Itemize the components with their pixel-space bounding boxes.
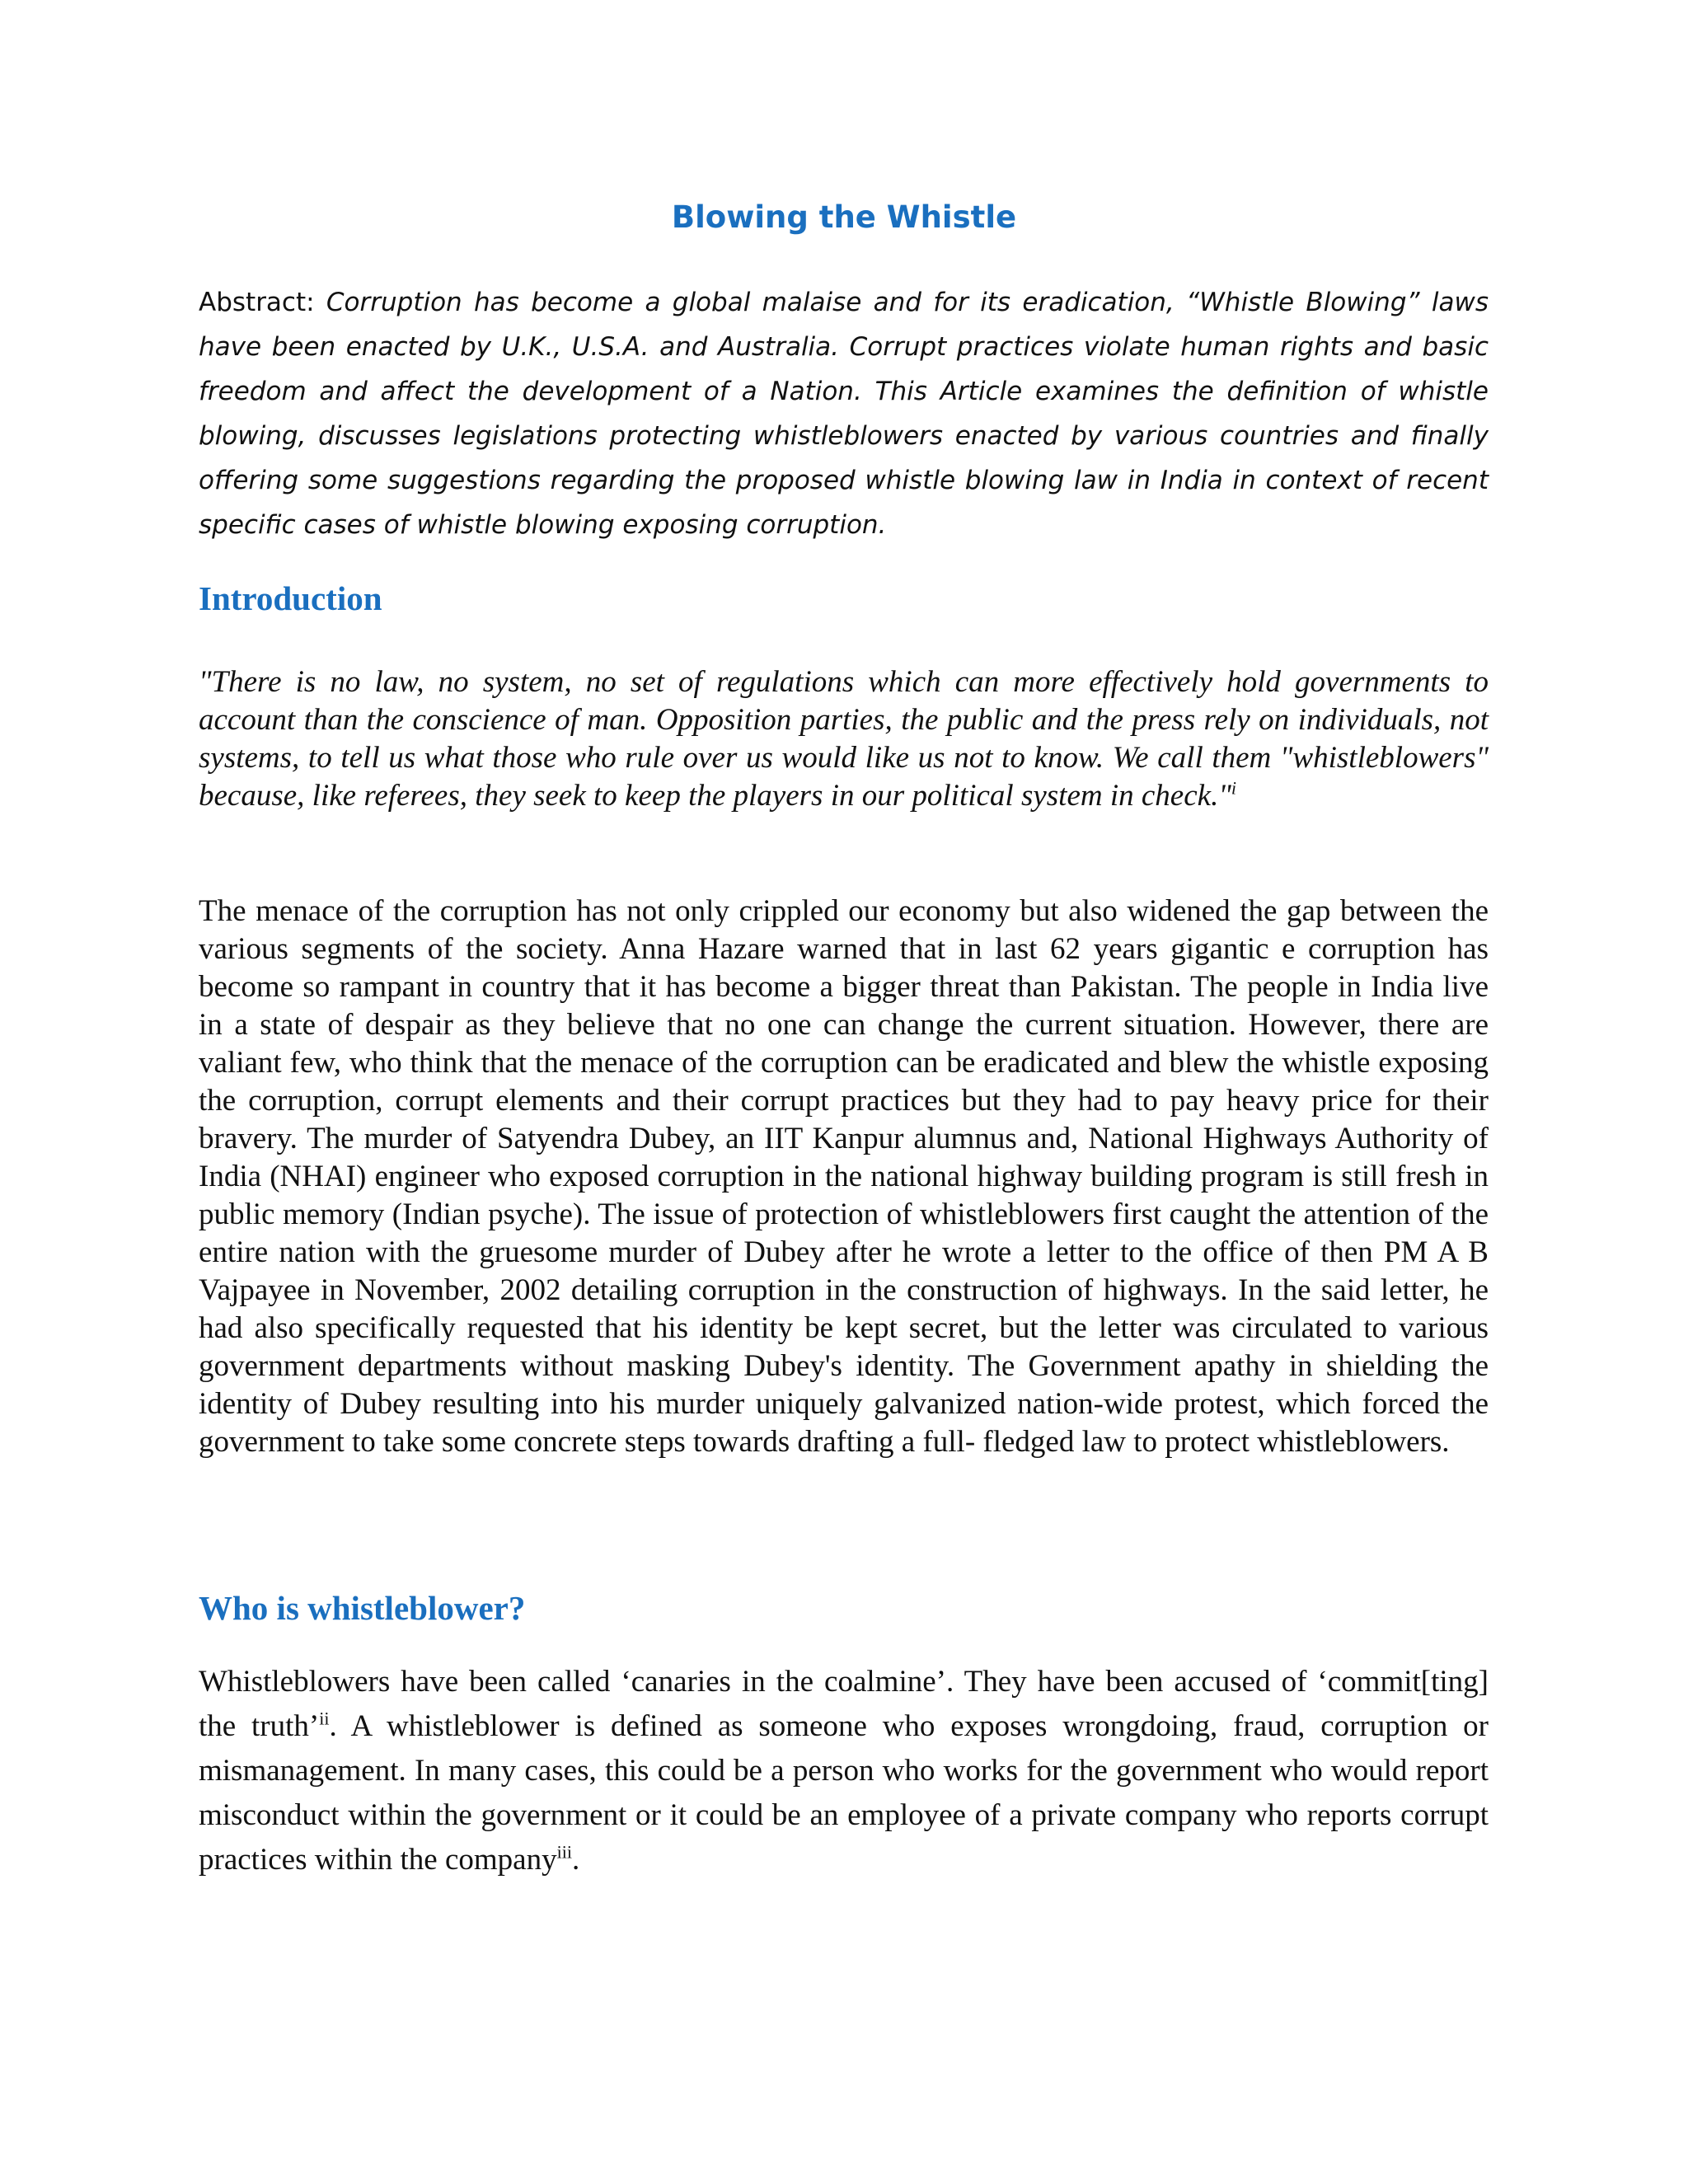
abstract (199, 280, 1489, 547)
paragraph-text: . A whistleblower is defined as someone who exposes wrongdoing, fraud, corruption or mismanagement. In many cases, this could be a person who works for the government who would report misconduct within the government or it could be an employee of a private company who reports corrupt practices within the company (199, 1709, 1489, 1877)
whistleblower-paragraph (199, 1660, 1489, 1882)
document-title: Blowing the Whistle (671, 199, 1017, 235)
abstract-text: Corruption has become a global malaise and for its eradication, “Whistle Blowing” laws have been enacted by U.K., U.S.A. and Australia. Corrupt practices violate human rights and basic freedom and affect the development of a Nation. This Article examines the definition of whistle blowing, discusses legislations protecting whistleblowers enacted by various countries and finally offering some suggestions regarding the proposed whistle blowing law in India in context of recent specific cases of whistle blowing exposing corruption. (199, 288, 1489, 540)
abstract-label: Abstract: (199, 288, 326, 317)
footnote-ref: ii (319, 1708, 330, 1729)
paragraph-text: . (571, 1843, 580, 1877)
introduction-paragraph: The menace of the corruption has not only crippled our economy but also widened the gap between the various segments of the society. Anna Hazare warned that in last 62 years gigantic e corruption has become so rampant in country that it has become a bigger threat than Pakistan. The people in India live in a state of despair as they believe that no one can change the current situation. However, there are valiant few, who think that the menace of the corruption can be eradicated and blew the whistle exposing the corruption, corrupt elements and their corrupt practices but they had to pay heavy price for their bravery. The murder of Satyendra Dubey, an IIT Kanpur alumnus and, National Highways Authority of India (NHAI) engineer who exposed corruption in the national highway building program is still fresh in public memory (Indian psyche). The issue of protection of whistleblowers first caught the attention of the entire nation with the gruesome murder of Dubey after he wrote a letter to the office of then PM A B Vajpayee in November, 2002 detailing corruption in the construction of highways. In the said letter, he had also specifically requested that his identity be kept secret, but the letter was circulated to various government departments without masking Dubey's identity. The Government apathy in shielding the identity of Dubey resulting into his murder uniquely galvanized nation-wide protest, which forced the government to take some concrete steps towards drafting a full- fledged law to protect whistleblowers. (199, 894, 1489, 1459)
footnote-ref: iii (556, 1841, 572, 1863)
paragraph-text: Whistleblowers have been called ‘canaries in the coalmine’. They have been accused of ‘commit[ting] the truth’ (199, 1665, 1489, 1743)
section-heading-introduction: Introduction (199, 579, 382, 617)
introduction-quote (199, 663, 1489, 815)
footnote-ref: i (1231, 777, 1236, 799)
section-heading-who-is-whistleblower: Who is whistleblower? (199, 1589, 526, 1627)
quote-text: "There is no law, no system, no set of regulations which can more effectively hold governments to account than the conscience of man. Opposition parties, the public and the press rely on individuals, not systems, to tell us what those who rule over us would like us not to know. We call them "whistleblowers" because, like referees, they seek to keep the players in our political system in check." (199, 665, 1489, 813)
